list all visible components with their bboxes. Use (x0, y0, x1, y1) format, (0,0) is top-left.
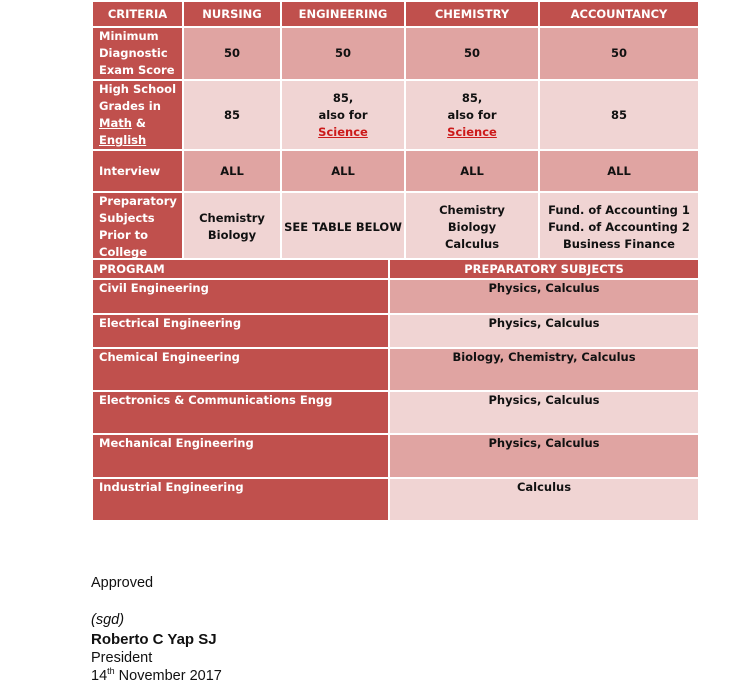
cell-line: 85 (223, 107, 240, 122)
header-program: PROGRAM (92, 259, 389, 279)
criteria-line: College (99, 245, 148, 259)
cell-line: Biology (447, 219, 497, 234)
nursing-cell (183, 192, 281, 262)
criteria-line: Diagnostic (99, 46, 168, 60)
accountancy-cell (539, 80, 699, 150)
date-rest: November 2017 (114, 668, 222, 684)
cell-line (282, 124, 404, 141)
criteria-line: Subjects (99, 211, 155, 225)
header-nursing: NURSING (183, 1, 281, 27)
criteria-header-row (92, 1, 699, 27)
criteria-cell (92, 150, 183, 192)
english-link[interactable]: English (99, 133, 147, 147)
subjects-cell: Calculus (389, 478, 699, 521)
engineering-program-table (91, 258, 700, 522)
table-row (92, 478, 699, 521)
subjects-cell: Physics, Calculus (389, 391, 699, 434)
program-cell: Electrical Engineering (92, 314, 389, 348)
engineering-cell (281, 27, 405, 80)
cell-line: 85, (332, 90, 354, 105)
cell-line: ALL (460, 163, 484, 178)
cell-line: Calculus (444, 236, 500, 251)
criteria-line: High School (99, 82, 177, 96)
date-day: 14 (91, 668, 108, 684)
cell-line: 50 (463, 46, 480, 60)
accountancy-cell (539, 27, 699, 80)
chemistry-cell (405, 192, 539, 262)
program-cell: Electronics & Communications Engg (92, 391, 389, 434)
signatory-name: Roberto C Yap SJ (91, 631, 217, 648)
criteria-line: Exam Score (99, 63, 175, 77)
science-link[interactable]: Science (447, 124, 497, 139)
cell-line: also for (318, 107, 368, 122)
program-cell: Chemical Engineering (92, 348, 389, 391)
table-row (92, 348, 699, 391)
accountancy-cell (539, 192, 699, 262)
table-row (92, 391, 699, 434)
header-engineering: ENGINEERING (281, 1, 405, 27)
cell-line: ALL (607, 163, 631, 178)
signatory-title: President (91, 650, 153, 666)
cell-line: 50 (223, 46, 240, 60)
program-cell: Industrial Engineering (92, 478, 389, 521)
subjects-cell: Physics, Calculus (389, 279, 699, 314)
cell-line: ALL (331, 163, 355, 178)
program-cell: Mechanical Engineering (92, 434, 389, 478)
approved-label: Approved (91, 575, 154, 591)
criteria-line: Minimum (99, 29, 159, 43)
nursing-cell (183, 150, 281, 192)
science-link[interactable]: Science (318, 124, 368, 139)
cell-line: Chemistry (199, 211, 265, 225)
program-header-row (92, 259, 699, 279)
criteria-line: Interview (99, 163, 161, 178)
row-preparatory-subjects (92, 192, 699, 262)
cell-line: Fund. of Accounting 1 (548, 202, 690, 217)
criteria-line: Prior to (99, 228, 149, 242)
header-preparatory-subjects: PREPARATORY SUBJECTS (389, 259, 699, 279)
math-link[interactable]: Math (99, 116, 132, 130)
row-diagnostic-exam (92, 27, 699, 80)
accountancy-cell (539, 150, 699, 192)
cell-line: Business Finance (563, 236, 675, 251)
subjects-cell: Physics, Calculus (389, 314, 699, 348)
criteria-cell (92, 192, 183, 262)
nursing-cell (183, 27, 281, 80)
cell-line: 85, (461, 90, 483, 105)
criteria-cell (92, 80, 183, 150)
cell-line: also for (447, 107, 497, 122)
table-row (92, 434, 699, 478)
chemistry-cell (405, 80, 539, 150)
header-chemistry: CHEMISTRY (405, 1, 539, 27)
signed-label: (sgd) (91, 612, 125, 628)
cell-line: Fund. of Accounting 2 (548, 219, 690, 234)
criteria-line: Preparatory (99, 194, 177, 208)
cell-line: SEE TABLE BELOW (284, 219, 402, 234)
cell-line: Chemistry (439, 202, 505, 217)
engineering-cell (281, 192, 405, 262)
cell-line: 50 (610, 46, 627, 60)
cell-line: 50 (334, 46, 351, 60)
criteria-line (99, 132, 182, 149)
cell-line (406, 124, 538, 141)
cell-line: Biology (207, 228, 257, 242)
chemistry-cell (405, 150, 539, 192)
row-interview (92, 150, 699, 192)
nursing-cell (183, 80, 281, 150)
date-suffix: th (107, 666, 115, 677)
header-criteria: CRITERIA (92, 1, 183, 27)
cell-line: ALL (220, 163, 244, 178)
cell-line: 85 (610, 107, 627, 122)
table-row (92, 279, 699, 314)
engineering-cell (281, 150, 405, 192)
subjects-cell: Biology, Chemistry, Calculus (389, 348, 699, 391)
row-high-school-grades (92, 80, 699, 150)
criteria-cell (92, 27, 183, 80)
program-cell: Civil Engineering (92, 279, 389, 314)
header-accountancy: ACCOUNTANCY (539, 1, 699, 27)
chemistry-cell (405, 27, 539, 80)
signature-date (91, 668, 222, 684)
admission-criteria-table (91, 0, 700, 263)
criteria-line: Grades in (99, 99, 161, 113)
ampersand: & (131, 116, 146, 130)
table-row (92, 314, 699, 348)
criteria-line (99, 115, 182, 132)
engineering-cell (281, 80, 405, 150)
subjects-cell: Physics, Calculus (389, 434, 699, 478)
